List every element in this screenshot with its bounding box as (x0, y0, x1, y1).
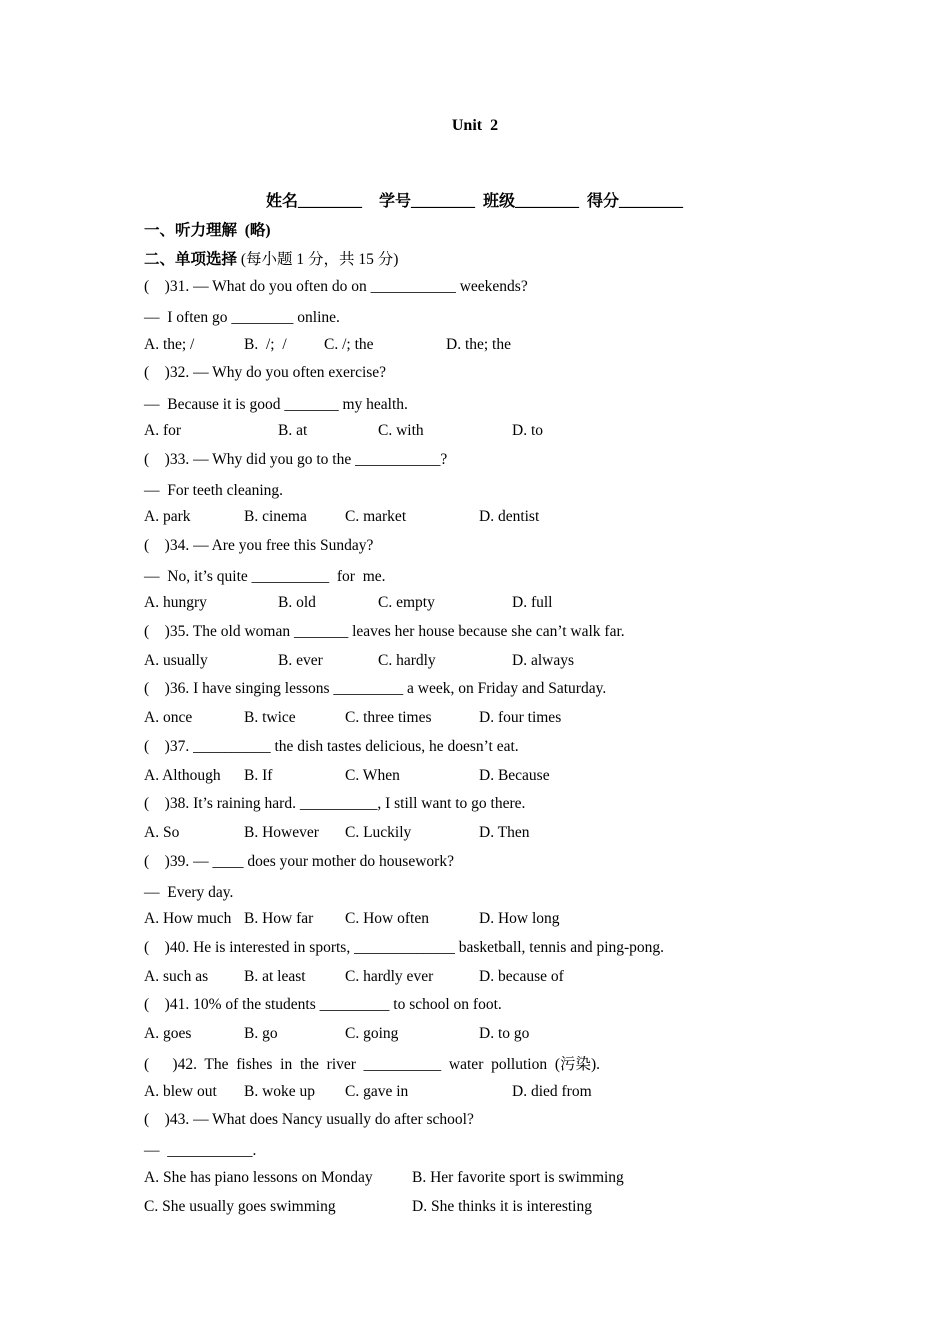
option-a[interactable]: A. park (144, 508, 191, 525)
option-d[interactable]: D. died from (512, 1083, 592, 1100)
option-b[interactable]: B. old (278, 594, 316, 611)
option-a[interactable]: A. hungry (144, 594, 207, 611)
answer-line-43: — ___________. (144, 1142, 257, 1159)
answer-line-39: — Every day. (144, 884, 234, 901)
question-37: ( )37. __________ the dish tastes delicious, he doesn’t eat. (144, 738, 519, 755)
option-b[interactable]: B. go (244, 1025, 278, 1042)
option-a[interactable]: A. blew out (144, 1083, 217, 1100)
question-41: ( )41. 10% of the students _________ to school on foot. (144, 996, 502, 1013)
option-c[interactable]: C. empty (378, 594, 435, 611)
option-a[interactable]: A. goes (144, 1025, 192, 1042)
option-a[interactable]: A. the; / (144, 336, 195, 353)
option-c[interactable]: C. Luckily (345, 824, 412, 841)
option-c[interactable]: C. She usually goes swimming (144, 1198, 336, 1215)
option-b[interactable]: B. cinema (244, 508, 307, 525)
question-31: ( )31. — What do you often do on ___________ weekends? (144, 278, 528, 295)
option-c[interactable]: C. hardly (378, 652, 436, 669)
option-c[interactable]: C. /; the (324, 336, 374, 353)
class-field[interactable]: 班级________ (483, 193, 580, 210)
option-c[interactable]: C. When (345, 767, 400, 784)
option-b[interactable]: B. How far (244, 910, 314, 927)
answer-line-33: — For teeth cleaning. (144, 482, 284, 499)
number-field[interactable]: 学号________ (379, 193, 476, 210)
answer-line-31: — I often go ________ online. (144, 309, 340, 326)
option-d[interactable]: D. How long (479, 910, 560, 927)
option-d[interactable]: D. to (512, 422, 543, 439)
option-a[interactable]: A. Although (144, 767, 221, 784)
option-d[interactable]: D. dentist (479, 508, 540, 525)
question-32: ( )32. — Why do you often exercise? (144, 364, 387, 381)
option-c[interactable]: C. going (345, 1025, 399, 1042)
option-b[interactable]: B. at (278, 422, 308, 439)
section-listening: 一、听力理解 (略) (144, 222, 271, 239)
option-c[interactable]: C. three times (345, 709, 432, 726)
option-a[interactable]: A. How much (144, 910, 232, 927)
option-c[interactable]: C. gave in (345, 1083, 409, 1100)
name-field[interactable]: 姓名________ (266, 193, 363, 210)
option-b[interactable]: B. /; / (244, 336, 287, 353)
option-d[interactable]: D. Because (479, 767, 550, 784)
section-multiple-choice (144, 250, 398, 270)
option-d[interactable]: D. She thinks it is interesting (412, 1198, 592, 1215)
option-b[interactable]: B. Her favorite sport is swimming (412, 1169, 624, 1186)
option-c[interactable]: C. with (378, 422, 424, 439)
option-d[interactable]: D. always (512, 652, 574, 669)
score-field[interactable]: 得分________ (587, 193, 684, 210)
option-c[interactable]: C. How often (345, 910, 429, 927)
question-39: ( )39. — ____ does your mother do housework? (144, 853, 454, 870)
question-40: ( )40. He is interested in sports, _____________ basketball, tennis and ping-pong. (144, 939, 665, 956)
question-43: ( )43. — What does Nancy usually do after school? (144, 1111, 474, 1128)
option-c[interactable]: C. market (345, 508, 407, 525)
option-a[interactable]: A. for (144, 422, 182, 439)
option-a[interactable]: A. usually (144, 652, 208, 669)
option-b[interactable]: B. However (244, 824, 319, 841)
answer-line-34: — No, it’s quite __________ for me. (144, 568, 386, 585)
option-a[interactable]: A. such as (144, 968, 209, 985)
question-38: ( )38. It’s raining hard. __________, I still want to go there. (144, 795, 526, 812)
page-title: Unit 2 (451, 117, 499, 134)
option-d[interactable]: D. full (512, 594, 553, 611)
option-d[interactable]: D. four times (479, 709, 562, 726)
option-b[interactable]: B. woke up (244, 1083, 316, 1100)
section-heading: 二、单项选择 (144, 251, 238, 268)
option-c[interactable]: C. hardly ever (345, 968, 434, 985)
option-d[interactable]: D. to go (479, 1025, 530, 1042)
option-b[interactable]: B. twice (244, 709, 296, 726)
question-34: ( )34. — Are you free this Sunday? (144, 537, 374, 554)
option-b[interactable]: B. ever (278, 652, 323, 669)
option-b[interactable]: B. at least (244, 968, 306, 985)
section-note: (每小题 1 分，共 15 分) (237, 251, 399, 268)
option-d[interactable]: D. the; the (446, 336, 511, 353)
option-b[interactable]: B. If (244, 767, 273, 784)
option-a[interactable]: A. She has piano lessons on Monday (144, 1169, 373, 1186)
answer-line-32: — Because it is good _______ my health. (144, 396, 408, 413)
student-info (258, 170, 683, 211)
question-42: ( )42. The fishes in the river __________ water pollution (污染). (144, 1056, 601, 1073)
option-a[interactable]: A. once (144, 709, 193, 726)
question-35: ( )35. The old woman _______ leaves her house because she can’t walk far. (144, 623, 625, 640)
option-d[interactable]: D. because of (479, 968, 564, 985)
question-36: ( )36. I have singing lessons _________ a week, on Friday and Saturday. (144, 680, 607, 697)
option-d[interactable]: D. Then (479, 824, 530, 841)
question-33: ( )33. — Why did you go to the ___________? (144, 451, 448, 468)
option-a[interactable]: A. So (144, 824, 180, 841)
